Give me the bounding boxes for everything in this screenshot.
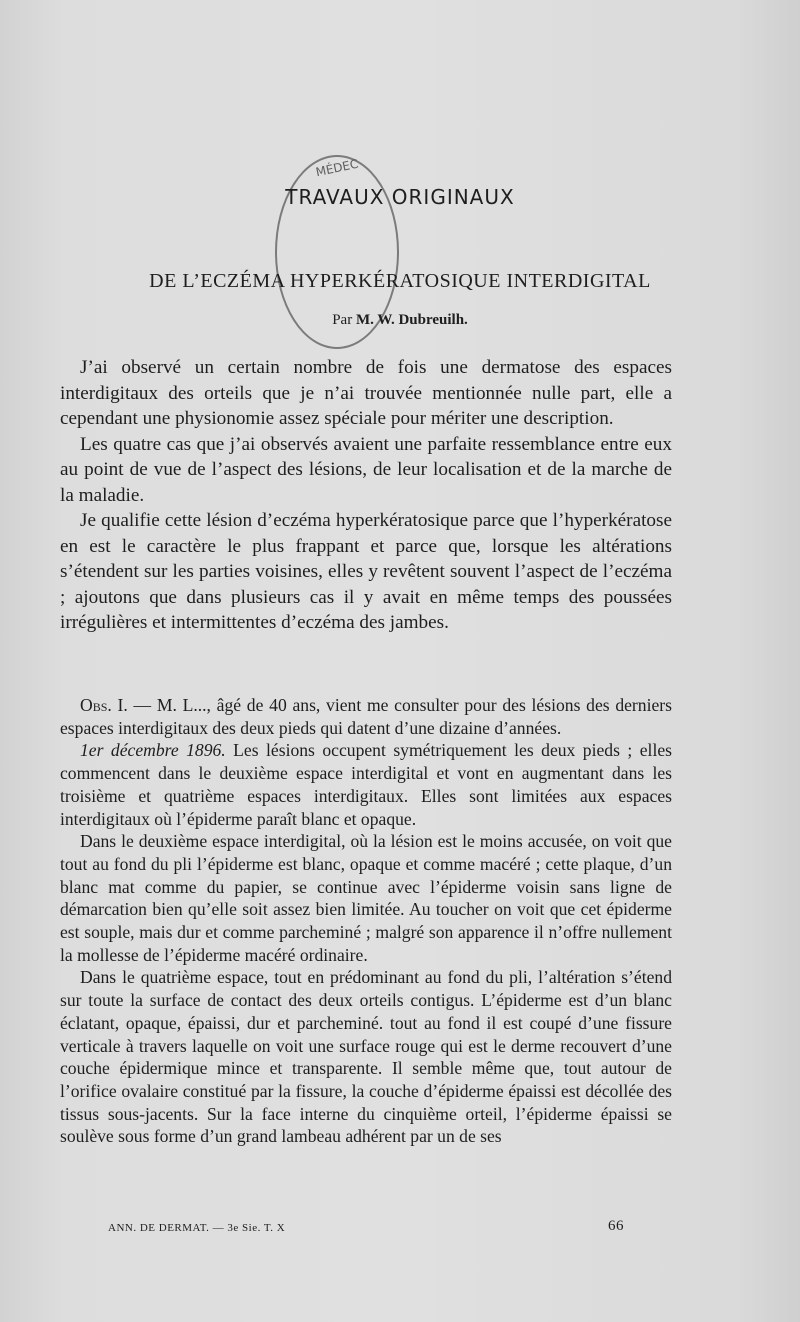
page-number: 66 [608,1218,624,1234]
paragraph: Dans le deuxième espace interdigital, où la lésion est le moins accusée, on voit que tout au fond du pli l’épiderme est blanc, opaque et comme macéré ; cette plaque, d’un blanc mat comme du papier, se continue avec l’épiderme voisin sans ligne de démarcation bien qu’elle soit assez bien limitée. Au toucher on voit que cet épiderme est souple, mais dur et comme parcheminé ; malgré son apparence il n’offre nullement la mollesse de l’épiderme macéré ordinaire. [60,831,672,965]
observation-date-paragraph [60,739,672,830]
observation-intro-text: — M. L..., âgé de 40 ans, vient me consulter pour des lésions des derniers espaces interdigitaux des deux pieds qui datent d’une dizaine d’années. [60,695,672,738]
paragraph: Dans le quatrième espace, tout en prédominant au fond du pli, l’altération s’étend sur toute la surface de contact des deux orteils contigus. L’épiderme est d’un blanc éclatant, opaque, épaissi, dur et parcheminé. tout au fond il est coupé d’une fissure verticale à travers laquelle on voit une surface rouge qui est le derme recouvert d’une couche épidermique mince et transparente. Il semble même que, tout autour de l’orifice ovalaire constitué par la fissure, la couche d’épiderme épaissi est décollée des tissus sous-jacents. Sur la face interne du cinquième orteil, l’épiderme épaissi se soulève sous forme d’un grand lambeau adhérent par un de ses [60,967,672,1147]
journal-reference: ANN. DE DERMAT. — 3e Sie. T. X [108,1222,286,1234]
observation-date: 1er décembre 1896. [80,740,226,761]
paragraph: Les quatre cas que j’ai observés avaient une parfaite ressemblance entre eux au point de vue de l’aspect des lésions, de leur localisation et de la marche de la maladie. [60,433,672,506]
observation-date-text: Les lésions occupent symétriquement les deux pieds ; elles commencent dans le deuxième espace interdigital et vont en augmentant dans les troisième et quatrième espaces interdigitaux. Elles sont limitées aux espaces interdigitaux où l’épiderme paraît blanc et opaque. [60,740,672,829]
introduction-text [60,355,672,636]
article-title: DE L’ECZÉMA HYPERKÉRATOSIQUE INTERDIGITAL [149,270,651,292]
author-prefix: Par [332,312,353,328]
author-line [0,312,800,329]
observation-intro [60,694,672,739]
stamp-text: MÉDEC [314,156,360,180]
paragraph: Je qualifie cette lésion d’eczéma hyperkératosique parce que l’hyperkératose en est le caractère le plus frappant et parce que, lorsque les altérations s’étendent sur les parties voisines, elles y revêtent souvent l’aspect de l’eczéma ; ajoutons que dans plusieurs cas il y avait en même temps des poussées irrégulières et intermittentes d’eczéma des jambes. [60,510,672,633]
paragraph: J’ai observé un certain nombre de fois une dermatose des espaces interdigitaux des orteils que je n’ai trouvée mentionnée nulle part, elle a cependant une physionomie assez spéciale pour mériter une description. [60,357,672,429]
observation-text [60,694,672,1148]
author-name: M. W. Dubreuilh. [355,312,468,328]
section-title: TRAVAUX ORIGINAUX [285,185,515,209]
observation-label: Obs. I. [80,695,128,715]
